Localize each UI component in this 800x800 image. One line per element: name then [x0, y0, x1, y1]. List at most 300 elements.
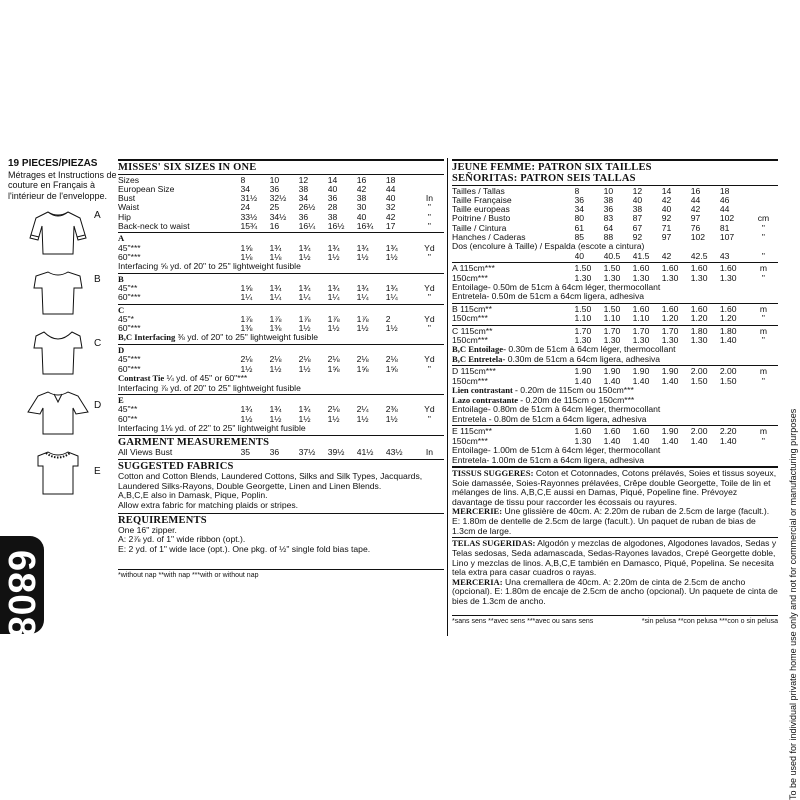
- cell-value: 44: [690, 195, 701, 205]
- cell-value: 1.30: [661, 335, 679, 345]
- table-row: [118, 222, 444, 231]
- cell-value: 1.60: [690, 305, 708, 315]
- cell-value: 14: [327, 175, 338, 185]
- cell-value: 1¾: [327, 243, 340, 253]
- unit: [749, 205, 778, 214]
- unit: ": [427, 414, 431, 424]
- english-yardage: [118, 232, 444, 433]
- table-row: [118, 244, 444, 253]
- cell-value: 2⅛: [385, 355, 398, 365]
- unit: [749, 187, 778, 196]
- row-label: 60"**: [118, 414, 138, 424]
- row-label: [452, 252, 575, 261]
- unit: ": [427, 203, 431, 213]
- dos-label: Dos (encolure à Taille) / Espalda (escote a cintura): [452, 241, 645, 252]
- row-label: Back-neck to waist: [118, 222, 190, 232]
- row-label: 45"**: [118, 405, 138, 415]
- cell-value: 1.40: [661, 376, 679, 386]
- cell-value: 1.50: [574, 305, 592, 315]
- cell-value: 1.40: [690, 436, 708, 446]
- cell-value: 1.30: [690, 335, 708, 345]
- unit: Yd: [424, 314, 435, 324]
- cell-value: 1.90: [603, 367, 621, 377]
- cell-value: 1⅝: [327, 364, 340, 374]
- text-line: A,B,C,E also in Damask, Pique, Poplin.: [118, 490, 268, 501]
- cell-value: 40: [327, 184, 338, 194]
- french-metrage: [452, 262, 778, 465]
- row-label: All Views Bust: [118, 448, 173, 458]
- table-row: [118, 293, 444, 302]
- interfacing-note: Entretela- 1.00m de 51cm a 64cm ligera, adhesiva: [452, 454, 645, 465]
- cell-value: 34: [240, 184, 251, 194]
- unit: ": [761, 251, 765, 261]
- pieces-count: 19 PIECES/PIEZAS: [8, 158, 98, 169]
- text-line: E: 2 yd. of 1" wide lace (opt.). One pkg. of ½" single fold bias tape.: [118, 543, 371, 554]
- cell-value: 40: [632, 195, 643, 205]
- cell-value: 16½: [327, 222, 345, 232]
- view-letter-row: [118, 346, 444, 355]
- row-label: Poitrine / Busto: [452, 214, 511, 224]
- cell-value: 1.60: [574, 427, 592, 437]
- row-label: 150cm***: [452, 314, 488, 324]
- rule: [118, 304, 444, 305]
- pattern-number: 6808: [0, 550, 42, 639]
- view-letter-row: [118, 275, 444, 284]
- cell-value: 1.20: [690, 314, 708, 324]
- cell-value: 1¾: [356, 243, 369, 253]
- cell-value: 1.90: [661, 367, 679, 377]
- cell-value: 42: [385, 212, 396, 222]
- requirements-title: REQUIREMENTS: [118, 514, 207, 526]
- cell-value: 1.30: [574, 273, 592, 283]
- cell-value: 2¼: [356, 405, 369, 415]
- cell-value: 1.30: [719, 273, 737, 283]
- view-b-sketch: [26, 268, 90, 316]
- cell-value: 16: [690, 186, 701, 196]
- cell-value: 61: [574, 223, 585, 233]
- interfacing-note: Interfacing ⅞ yd. of 20" to 25" lightweight fusible: [118, 382, 301, 393]
- cell-value: 39½: [327, 448, 345, 458]
- cell-value: 102: [690, 233, 706, 243]
- cell-value: 1.80: [719, 326, 737, 336]
- cell-value: 2⅛: [298, 355, 311, 365]
- unit: Yd: [424, 355, 435, 365]
- cell-value: 1¾: [298, 243, 311, 253]
- cell-value: 1.80: [690, 326, 708, 336]
- cell-value: 15¾: [240, 222, 258, 232]
- table-row: [452, 252, 778, 261]
- cell-value: 1.70: [661, 326, 679, 336]
- cell-value: 1.30: [661, 273, 679, 283]
- text-line: Allow extra fabric for matching plaids or stripes.: [118, 500, 299, 511]
- cell-value: 1⅞: [327, 314, 340, 324]
- telas-text: TELAS SUGERIDAS: Algodón y mezclas de algodones, Algodones lavados, Sedas y Telas sedosas, Seda adamascada, Sedas-Rayones lavados, Crepé Georgette doble, Lino y mezclas de linos. A,B,C,E también en Damasco, Piqué, Popelina. Se necesita tela extra para casar cuadros o rayas.: [452, 538, 777, 578]
- cell-value: 1¾: [327, 284, 340, 294]
- view-a-letter: A: [94, 210, 101, 221]
- cell-value: 1.30: [574, 436, 592, 446]
- cell-value: 1.30: [632, 273, 650, 283]
- table-row: [118, 315, 444, 324]
- cell-value: 42: [661, 195, 672, 205]
- interfacing-note: Entoilage- 0.80m de 51cm à 64cm léger, thermocollant: [452, 404, 661, 415]
- unit: Yd: [424, 405, 435, 415]
- row-label: Hanches / Caderas: [452, 233, 526, 243]
- interfacing-note: Interfacing ⅝ yd. of 20" to 25" lightweight fusible: [118, 261, 301, 272]
- cell-value: 1.10: [632, 314, 650, 324]
- cell-value: 1½: [298, 324, 311, 334]
- table-row: [452, 196, 778, 205]
- cell-value: 8: [240, 175, 246, 185]
- cell-value: 1.60: [661, 305, 679, 315]
- row-label: 60"***: [118, 324, 141, 334]
- cell-value: 1.70: [603, 326, 621, 336]
- table-row: [118, 176, 444, 185]
- rule: [452, 185, 778, 186]
- cell-value: 1.10: [574, 314, 592, 324]
- cell-value: 42: [690, 205, 701, 215]
- view-letter-row: [118, 306, 444, 315]
- cell-value: 1½: [327, 414, 340, 424]
- rule: [452, 425, 778, 426]
- row-label: 45"***: [118, 355, 141, 365]
- row-label: 60"***: [118, 364, 141, 374]
- french-size-table: [452, 187, 778, 243]
- rule: [118, 159, 444, 161]
- cell-value: 1¼: [298, 293, 311, 303]
- cell-value: 83: [603, 214, 614, 224]
- row-label: Sizes: [118, 175, 140, 185]
- cell-value: 1¾: [385, 284, 398, 294]
- cell-value: 107: [719, 233, 735, 243]
- cell-value: 1.40: [719, 436, 737, 446]
- cell-value: 40: [661, 205, 672, 215]
- cell-value: 1.40: [632, 436, 650, 446]
- table-row: [118, 405, 444, 414]
- table-row: [118, 355, 444, 364]
- cell-value: 1.30: [690, 273, 708, 283]
- cell-value: 10: [603, 186, 614, 196]
- dos-row: [452, 252, 778, 261]
- view-yardage-table: [118, 396, 444, 424]
- table-row: [452, 305, 778, 314]
- cell-value: 1.50: [603, 264, 621, 274]
- unit: ": [427, 324, 431, 334]
- rule: [118, 394, 444, 395]
- view-yardage-table: [118, 346, 444, 374]
- interfacing-note: Interfacing 1⅛ yd. of 22" to 25" lightweight fusible: [118, 423, 306, 434]
- suggested-fabrics-title: SUGGESTED FABRICS: [118, 461, 234, 473]
- row-label: 150cm***: [452, 436, 488, 446]
- interfacing-note: Contrast Tie ¼ yd. of 45" or 60"***: [118, 372, 248, 383]
- row-label: Bust: [118, 194, 136, 204]
- cell-value: 87: [632, 214, 643, 224]
- cell-value: 40: [356, 212, 367, 222]
- cell-value: 17: [385, 222, 396, 232]
- row-label: 150cm***: [452, 335, 488, 345]
- cell-value: 36: [269, 184, 280, 194]
- unit: ": [761, 273, 765, 283]
- cell-value: 36: [327, 194, 338, 204]
- table-row: [452, 224, 778, 233]
- text-line: One 16" zipper.: [118, 524, 177, 535]
- unit: ": [427, 364, 431, 374]
- cell-value: 2.20: [719, 427, 737, 437]
- tissus-text: TISSUS SUGGERES: Coton et Cotonnades, Cotons prélavés, Soies et tissus soyeux, Soie damassée, Soies-Rayonnes prélavées, Crêpe double Georgette, Toile de lin et mélanges de lins. A,B,C,E aussi en Damas, Piqué, Popeline fine. Prévoyez davantage de tissu pour raccorder les écossais ou rayures.: [452, 467, 777, 507]
- cell-value: 97: [661, 233, 672, 243]
- french-spanish-footnote: [452, 618, 778, 626]
- cell-value: 40: [574, 251, 585, 261]
- cell-value: 40: [385, 194, 396, 204]
- table-row: [118, 203, 444, 212]
- cell-value: 76: [690, 223, 701, 233]
- row-label: 60"***: [118, 293, 141, 303]
- text-line: A: 2⅞ yd. of 1" wide ribbon (opt.).: [118, 534, 246, 545]
- cell-value: 1.90: [574, 367, 592, 377]
- cell-value: 1½: [385, 324, 398, 334]
- cell-value: 1.30: [574, 335, 592, 345]
- cell-value: 1.40: [603, 376, 621, 386]
- interfacing-note: Entretela - 0.80m de 51cm a 64cm ligera, adhesiva: [452, 413, 647, 424]
- cell-value: 1½: [356, 324, 369, 334]
- unit: Yd: [424, 243, 435, 253]
- cell-value: 1½: [327, 324, 340, 334]
- cell-value: 38: [298, 184, 309, 194]
- cell-value: 1.60: [632, 264, 650, 274]
- cell-value: 97: [690, 214, 701, 224]
- cell-value: 1.50: [719, 376, 737, 386]
- interfacing-note: Entoilage- 0.50m de 51cm à 64cm léger, thermocollant: [452, 281, 661, 292]
- interfacing-note: Lazo contrastante - 0.20m de 115cm o 150cm***: [452, 394, 635, 405]
- english-size-table: [118, 176, 444, 232]
- cell-value: 1.60: [690, 264, 708, 274]
- cell-value: 1⅛: [240, 252, 253, 262]
- cell-value: 12: [298, 175, 309, 185]
- cell-value: 26½: [298, 203, 316, 213]
- cell-value: 1.10: [603, 314, 621, 324]
- cell-value: 2.00: [690, 427, 708, 437]
- cell-value: 81: [719, 223, 730, 233]
- cell-value: 1.40: [632, 376, 650, 386]
- unit: ": [427, 252, 431, 262]
- cell-value: 80: [574, 214, 585, 224]
- cell-value: 1½: [298, 252, 311, 262]
- cell-value: 36: [298, 212, 309, 222]
- cell-value: 31½: [240, 194, 258, 204]
- cell-value: 18: [385, 175, 396, 185]
- cell-value: 43½: [385, 448, 403, 458]
- row-label: B 115cm**: [452, 305, 492, 315]
- cell-value: 1.50: [690, 376, 708, 386]
- view-metrage-table: [452, 305, 778, 324]
- cell-value: 71: [661, 223, 672, 233]
- view-metrage-table: [452, 327, 778, 346]
- unit: ": [427, 293, 431, 303]
- row-label: Taille Française: [452, 195, 512, 205]
- cell-value: 1⅞: [298, 314, 311, 324]
- view-yardage-table: [118, 306, 444, 334]
- rule: [118, 435, 444, 437]
- row-label: Waist: [118, 203, 140, 213]
- interfacing-note: Entretela- 0.50m de 51cm a 64cm ligera, adhesiva: [452, 291, 645, 302]
- cell-value: 1½: [269, 414, 282, 424]
- view-a-sketch: [26, 208, 90, 256]
- cell-value: 2⅛: [327, 355, 340, 365]
- cell-value: 1¾: [298, 284, 311, 294]
- cell-value: 1.60: [661, 264, 679, 274]
- cell-value: 88: [603, 233, 614, 243]
- french-footnote: *sans sens **avec sens ***avec ou sans sens: [452, 617, 594, 625]
- unit: ": [761, 436, 765, 446]
- cell-value: 1.60: [632, 427, 650, 437]
- cell-value: 1½: [240, 364, 253, 374]
- interfacing-note: Entoilage- 1.00m de 51cm à 64cm léger, thermocollant: [452, 445, 661, 456]
- view-e-sketch: [26, 448, 90, 496]
- cell-value: 1⅛: [269, 252, 282, 262]
- interfacing-note: Lien contrastant - 0.20m de 115cm ou 150cm***: [452, 384, 634, 395]
- rule: [452, 303, 778, 304]
- french-title: JEUNE FEMME: PATRON SIX TAILLES: [452, 161, 652, 173]
- rule: [118, 232, 444, 233]
- cell-value: 2⅛: [327, 405, 340, 415]
- unit: ": [761, 233, 765, 243]
- cell-value: 1⅜: [269, 324, 282, 334]
- view-e-letter: E: [94, 466, 101, 477]
- rule: [118, 459, 444, 461]
- cell-value: 1⅜: [240, 324, 253, 334]
- view-metrage-table: [452, 264, 778, 283]
- view-letter-row: [118, 396, 444, 405]
- cell-value: 1¾: [356, 284, 369, 294]
- cell-value: 92: [632, 233, 643, 243]
- interfacing-note: B,C Entoilage- 0.30m de 51cm à 64cm léger, thermocollant: [452, 344, 676, 355]
- unit: ": [761, 314, 765, 324]
- requirements-text: [118, 526, 444, 555]
- cell-value: 28: [327, 203, 338, 213]
- cell-value: 1½: [269, 364, 282, 374]
- cell-value: 2⅛: [269, 355, 282, 365]
- cell-value: 36: [603, 205, 614, 215]
- cell-value: 1¼: [356, 293, 369, 303]
- cell-value: 1.20: [719, 314, 737, 324]
- rule: [452, 325, 778, 326]
- cell-value: 1½: [327, 252, 340, 262]
- table-row: [452, 187, 778, 196]
- table-row: [452, 427, 778, 436]
- cell-value: 2⅛: [356, 355, 369, 365]
- row-label: Tailles / Tallas: [452, 186, 505, 196]
- rule: [118, 273, 444, 274]
- cell-value: 38: [603, 195, 614, 205]
- cell-value: 1.50: [574, 264, 592, 274]
- row-label: 150cm***: [452, 273, 488, 283]
- cell-value: 34: [298, 194, 309, 204]
- rule: [118, 344, 444, 345]
- cell-value: 34½: [269, 212, 287, 222]
- cell-value: 38: [632, 205, 643, 215]
- cell-value: 1¾: [269, 405, 282, 415]
- cell-value: 1½: [240, 414, 253, 424]
- cell-value: 32½: [269, 194, 287, 204]
- unit: m: [759, 264, 768, 274]
- interfacing-note: B,C Entretela- 0.30m de 51cm a 64cm ligera, adhesiva: [452, 353, 661, 364]
- row-label: 45"*: [118, 314, 134, 324]
- cell-value: 1.20: [661, 314, 679, 324]
- row-label: E 115cm**: [452, 427, 492, 437]
- view-letter: A: [118, 234, 125, 244]
- spanish-title: SEÑORITAS: PATRON SEIS TALLAS: [452, 172, 636, 184]
- cell-value: 42: [356, 184, 367, 194]
- column-divider: [447, 158, 448, 636]
- view-metrage-table: [452, 427, 778, 446]
- row-label: 150cm***: [452, 376, 488, 386]
- rule: [118, 513, 444, 514]
- cell-value: 1.60: [603, 427, 621, 437]
- cell-value: 1⅝: [240, 243, 253, 253]
- unit: cm: [757, 214, 770, 224]
- cell-value: 1⅝: [356, 364, 369, 374]
- usage-disclaimer: To be used for individual private home use only and not for commercial or manufacturing purposes: [788, 408, 798, 800]
- cell-value: 2.00: [690, 367, 708, 377]
- view-letter: B: [118, 274, 124, 284]
- view-letter-row: [118, 234, 444, 243]
- cell-value: 36: [269, 448, 280, 458]
- cell-value: 1¼: [240, 293, 253, 303]
- cell-value: 40.5: [603, 251, 621, 261]
- cell-value: 1¼: [385, 293, 398, 303]
- cell-value: 1⅞: [269, 314, 282, 324]
- cell-value: 1⅞: [240, 314, 253, 324]
- cell-value: 1¾: [240, 405, 253, 415]
- unit: m: [759, 326, 768, 336]
- cell-value: 10: [269, 175, 280, 185]
- cell-value: 1¾: [269, 284, 282, 294]
- unit: In: [425, 194, 434, 204]
- view-letter: E: [118, 396, 124, 406]
- cell-value: 1½: [385, 252, 398, 262]
- row-label: 45"**: [118, 284, 138, 294]
- row-label: C 115cm**: [452, 326, 493, 336]
- cell-value: 44: [385, 184, 396, 194]
- cell-value: 32: [385, 203, 396, 213]
- cell-value: 14: [661, 186, 672, 196]
- cell-value: 1.70: [574, 326, 592, 336]
- unit: In: [425, 448, 434, 458]
- rule: [452, 262, 778, 263]
- cell-value: 43: [719, 251, 730, 261]
- cell-value: 38: [327, 212, 338, 222]
- cell-value: 1.40: [574, 376, 592, 386]
- unit: ": [427, 222, 431, 232]
- cell-value: 67: [632, 223, 643, 233]
- view-d-letter: D: [94, 400, 102, 411]
- cell-value: 1.70: [632, 326, 650, 336]
- cell-value: 16¾: [356, 222, 374, 232]
- cell-value: 16: [269, 222, 280, 232]
- unit: Yd: [424, 284, 435, 294]
- view-yardage-table: [118, 275, 444, 303]
- cell-value: 37½: [298, 448, 316, 458]
- unit: [749, 196, 778, 205]
- cell-value: 1.40: [661, 436, 679, 446]
- unit: m: [759, 305, 768, 315]
- cell-value: 1.40: [603, 436, 621, 446]
- merceria-text: MERCERIA: Una cremallera de 40cm. A: 2.20m de cinta de 2.5cm de ancho (opcional). E: 1.80m de encaje de 2.5cm de ancho (opcional). Un paquete de cinta de bies de 1.3cm de ancho.: [452, 576, 778, 606]
- cell-value: 44: [719, 205, 730, 215]
- cell-value: 1⅝: [385, 364, 398, 374]
- cell-value: 41½: [356, 448, 374, 458]
- french-instructions-note: Métrages et Instructions de couture en Français à l'intérieur de l'enveloppe.: [8, 170, 117, 201]
- view-letter: C: [118, 305, 125, 315]
